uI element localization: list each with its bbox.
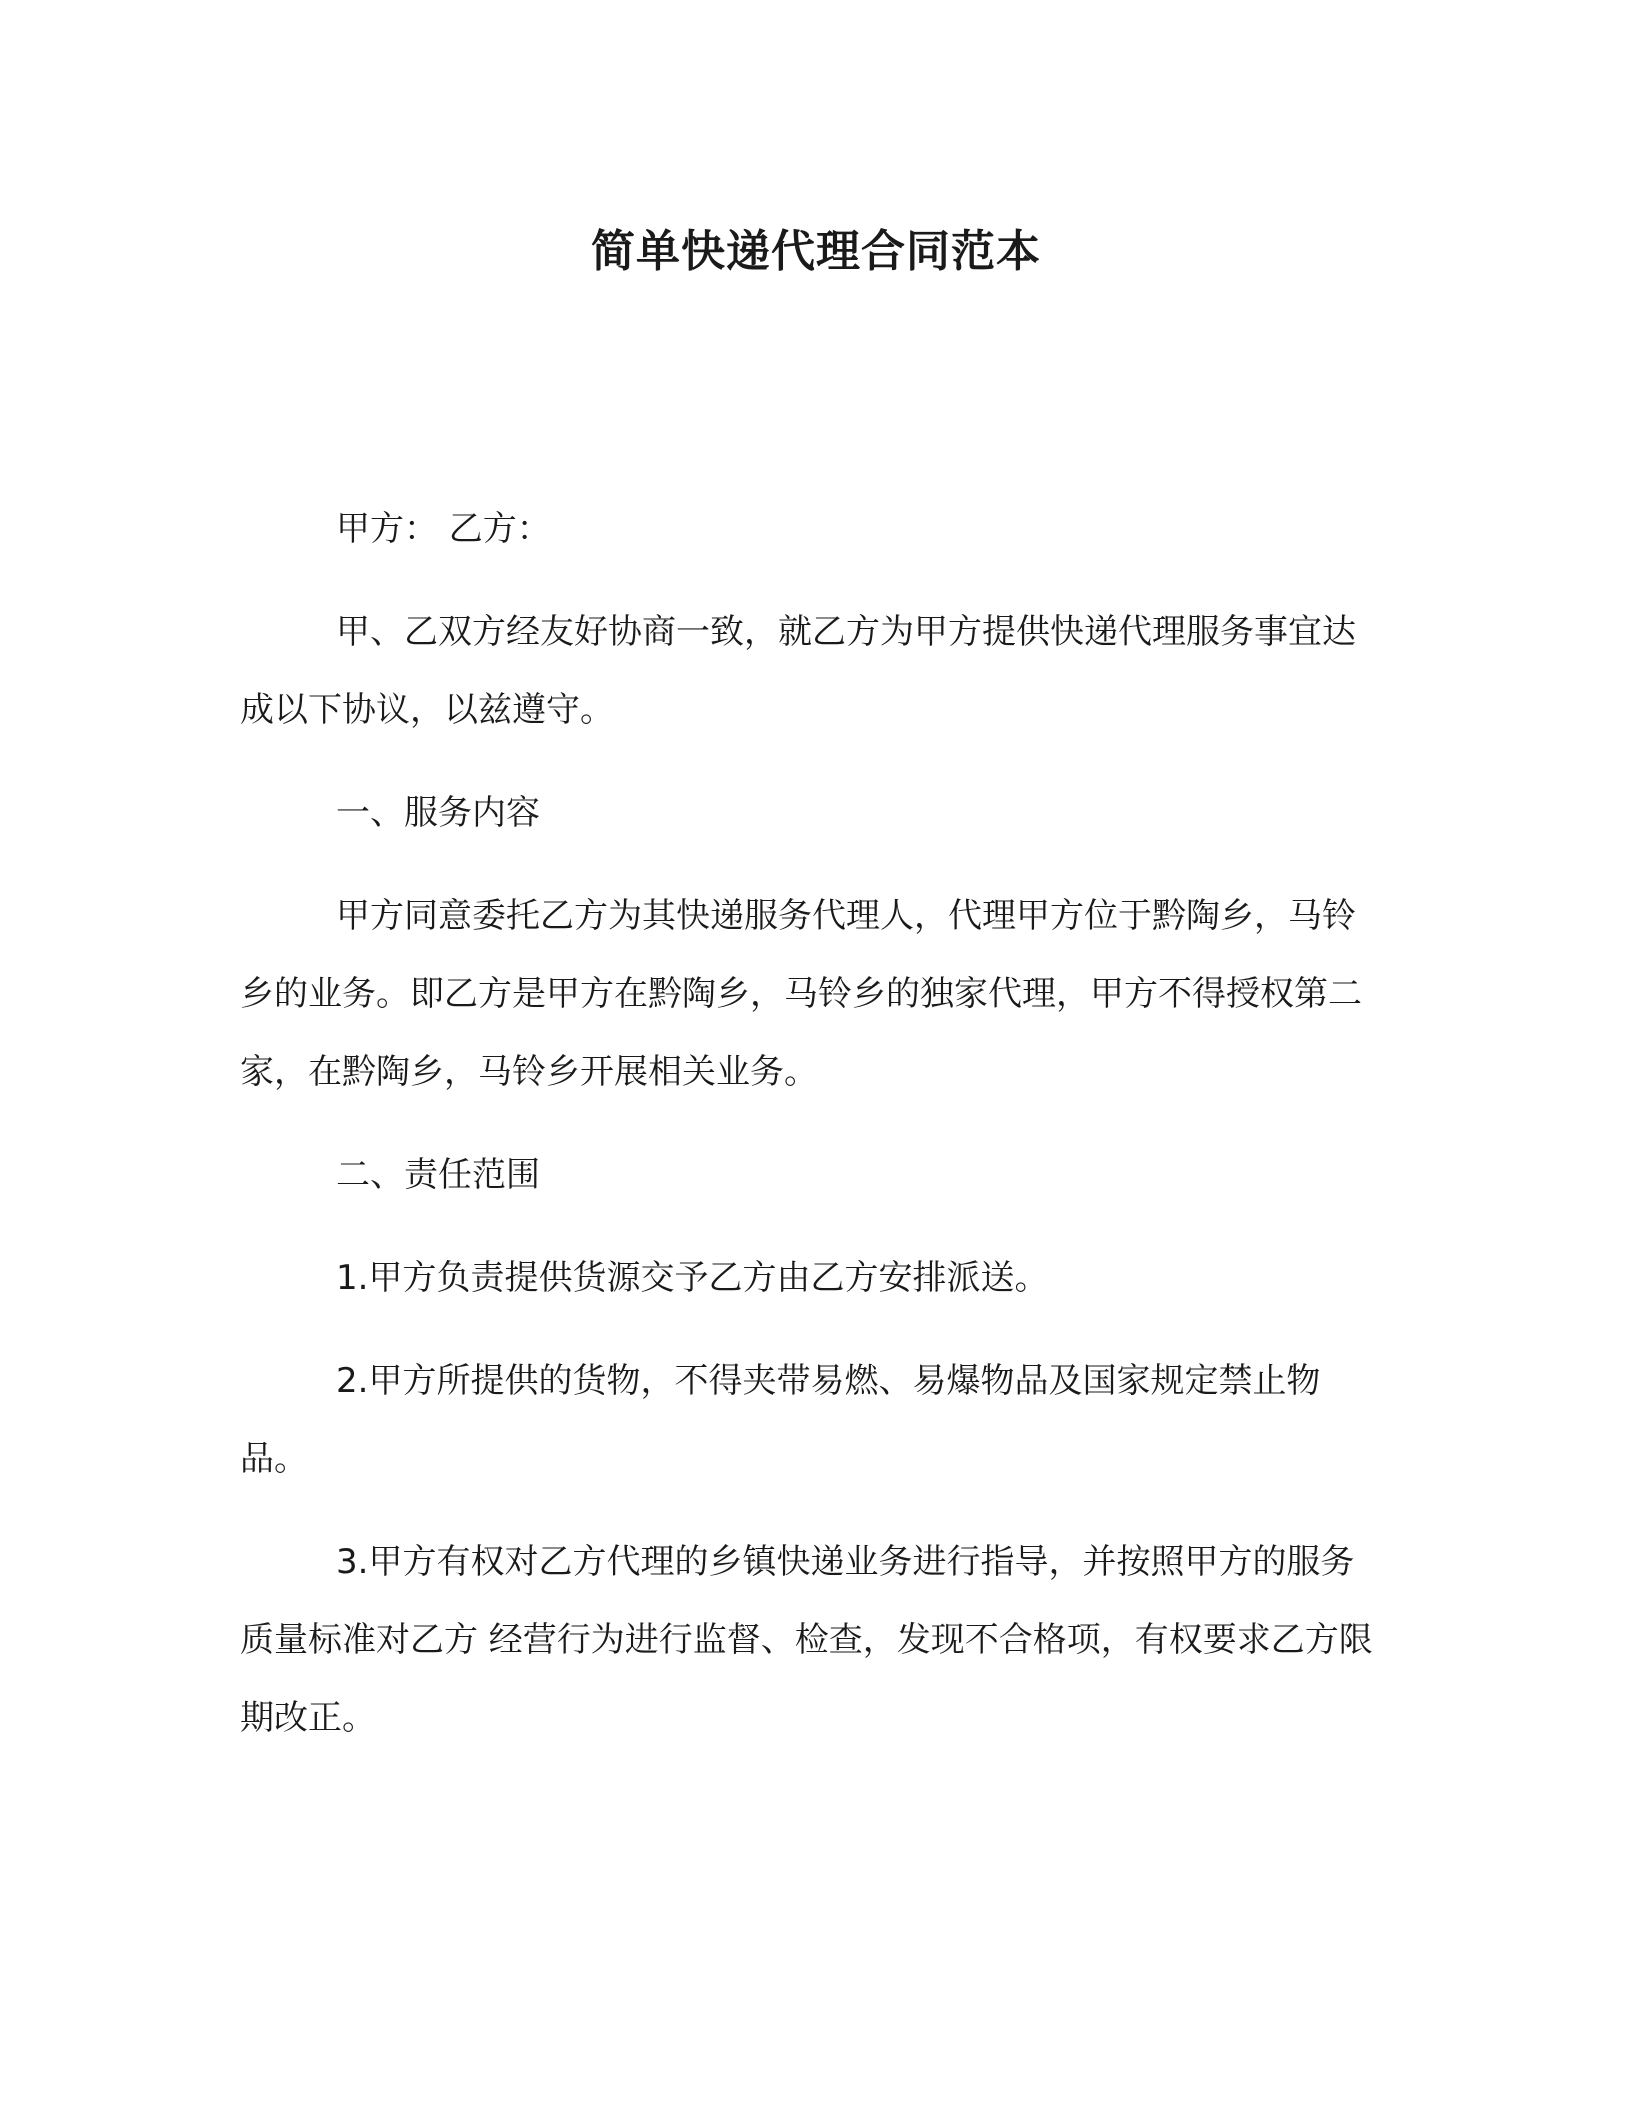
section-heading-responsibility: 二、责任范围 [336, 1155, 540, 1195]
clause-2: 2.甲方所提供的货物，不得夹带易燃、易爆物品及国家规定禁止物品。 [240, 1361, 1321, 1479]
intro-paragraph: 甲、乙双方经友好协商一致，就乙方为甲方提供快递代理服务事宜达成以下协议，以兹遵守。 [240, 612, 1356, 730]
document-title: 简单快递代理合同范本 [591, 226, 1041, 277]
clause-1: 1.甲方负责提供货源交予乙方由乙方安排派送。 [336, 1258, 1049, 1298]
service-paragraph: 甲方同意委托乙方为其快递服务代理人，代理甲方位于黔陶乡，马铃乡的业务。即乙方是甲方在黔陶乡，马铃乡的独家代理，甲方不得授权第二家，在黔陶乡，马铃乡开展相关业务。 [240, 896, 1362, 1092]
party-line: 甲方： 乙方： [336, 509, 551, 549]
document-body [240, 490, 1380, 1782]
section-heading-service: 一、服务内容 [336, 793, 540, 833]
clause-3: 3.甲方有权对乙方代理的乡镇快递业务进行指导，并按照甲方的服务质量标准对乙方 经营行为进行监督、检查，发现不合格项，有权要求乙方限期改正。 [240, 1542, 1373, 1738]
